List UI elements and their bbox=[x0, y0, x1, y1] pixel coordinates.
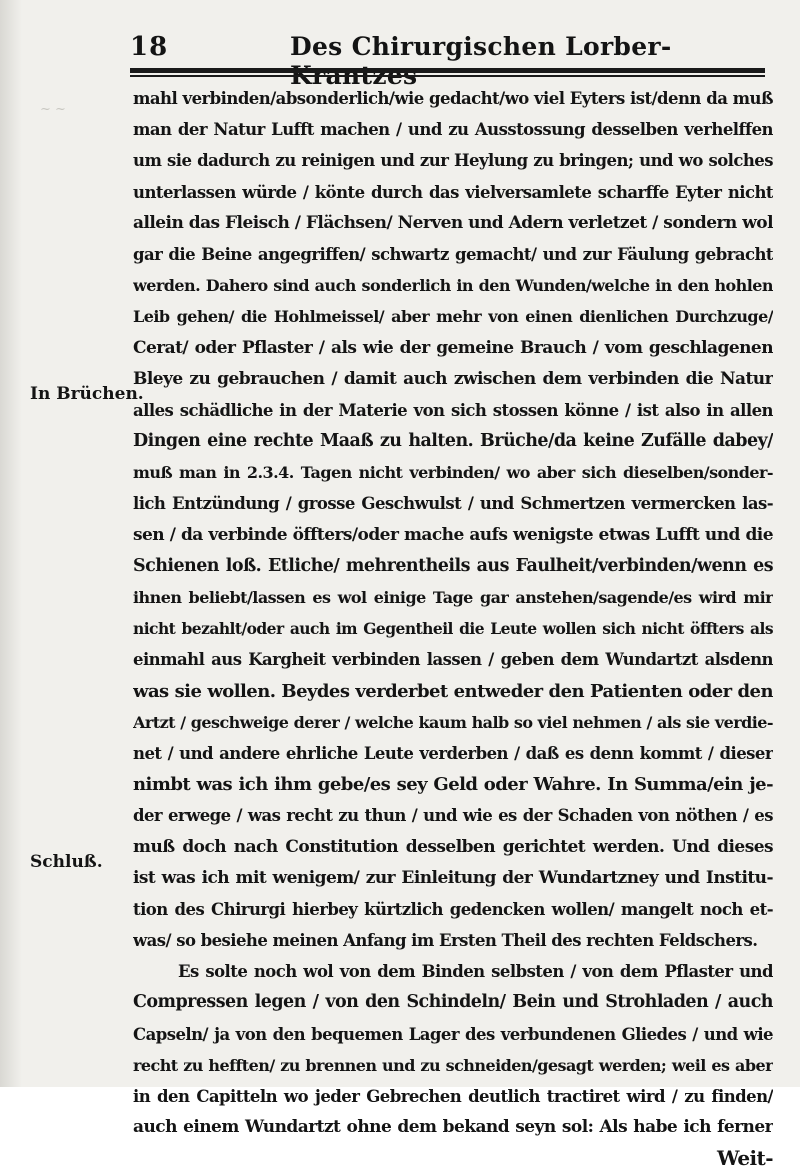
text-line: Es solte noch wol von dem Binden selbsten / von dem Pflaster und bbox=[178, 962, 773, 982]
text-line: lich Entzündung / grosse Geschwulst / und Schmertzen vermercken las- bbox=[133, 494, 773, 514]
text-line: Artzt / geschweige derer / welche kaum halb so viel nehmen / als sie verdie- bbox=[133, 712, 773, 732]
text-line: nimbt was ich ihm gebe/es sey Geld oder Wahre. In Summa/ein je- bbox=[133, 774, 773, 796]
text-line: nicht bezahlt/oder auch im Gegentheil die Leute wollen sich nicht öffters als bbox=[133, 619, 773, 639]
text-line: ihnen beliebt/lassen es wol einige Tage gar anstehen/sagende/es wird mir bbox=[133, 588, 773, 607]
text-line: Dingen eine rechte Maaß zu halten. Brüche/da keine Zufälle dabey/ bbox=[133, 431, 773, 452]
text-line: Cerat/ oder Pflaster / als wie der gemeine Brauch / vom geschlagenen bbox=[133, 337, 773, 358]
page-number: 18 bbox=[130, 32, 169, 62]
text-line: net / und andere ehrliche Leute verderben / daß es denn kommt / dieser bbox=[133, 743, 773, 763]
text-line: in den Capitteln wo jeder Gebrechen deutlich tractiret wird / zu finden/ bbox=[133, 1087, 773, 1106]
bleed-through-text: ~ ~ bbox=[40, 102, 66, 117]
text-line: Bleye zu gebrauchen / damit auch zwischen dem verbinden die Natur bbox=[133, 368, 773, 389]
text-line: der erwege / was recht zu thun / und wie es der Schaden von nöthen / es bbox=[133, 806, 773, 826]
text-line: ist was ich mit wenigem/ zur Einleitung der Wundartzney und Institu- bbox=[133, 867, 773, 888]
text-line: Schienen loß. Etliche/ mehrentheils aus Faulheit/verbinden/wenn es bbox=[133, 555, 773, 576]
margin-note-fractures: In Brüchen. bbox=[30, 384, 144, 404]
page-gutter-shadow bbox=[0, 0, 22, 1087]
text-line: auch einem Wundartzt ohne dem bekand seyn sol: Als habe ich ferner bbox=[133, 1117, 773, 1138]
text-line: Capseln/ ja von den bequemen Lager des verbundenen Gliedes / und wie bbox=[133, 1024, 773, 1044]
running-title: Des Chirurgischen Lorber- bbox=[290, 32, 672, 61]
text-line: allein das Fleisch / Flächsen/ Nerven und Adern verletzet / sondern wol bbox=[133, 212, 773, 233]
text-line: gar die Beine angegriffen/ schwartz gemacht/ und zur Fäulung gebracht bbox=[133, 244, 773, 264]
text-line: mahl verbinden/absonderlich/wie gedacht/wo viel Eyters ist/denn da muß bbox=[133, 89, 773, 108]
text-line: man der Natur Lufft machen / und zu Ausstossung desselben verhelffen bbox=[133, 120, 773, 140]
text-line: Leib gehen/ die Hohlmeissel/ aber mehr von einen dienlichen Durchzuge/ bbox=[133, 307, 773, 327]
body-text bbox=[133, 83, 773, 1175]
margin-note-conclusion: Schluß. bbox=[30, 852, 103, 872]
text-line: muß doch nach Constitution desselben gerichtet werden. Und dieses bbox=[133, 836, 773, 857]
text-line: werden. Dahero sind auch sonderlich in den Wunden/welche in den hohlen bbox=[133, 276, 773, 296]
header-rule bbox=[130, 68, 765, 73]
text-line: was/ so besiehe meinen Anfang im Ersten Theil des rechten Feldschers. bbox=[133, 931, 758, 951]
text-line: unterlassen würde / könte durch das vielversamlete scharffe Eyter nicht bbox=[133, 182, 773, 202]
page-header bbox=[130, 30, 770, 64]
text-line: was sie wollen. Beydes verderbet entweder den Patienten oder den bbox=[133, 680, 773, 702]
text-line: muß man in 2.3.4. Tagen nicht verbinden/ wo aber sich dieselben/sonder- bbox=[133, 463, 773, 483]
text-line: tion des Chirurgi hierbey kürtzlich gedencken wollen/ mangelt noch et- bbox=[133, 899, 773, 919]
text-line: recht zu hefften/ zu brennen und zu schneiden/gesagt werden; weil es aber bbox=[133, 1055, 773, 1075]
text-line: Compressen legen / von den Schindeln/ Bein und Strohladen / auch bbox=[133, 992, 773, 1013]
text-line: einmahl aus Kargheit verbinden lassen / geben dem Wundartzt alsdenn bbox=[133, 650, 773, 670]
text-line: um sie dadurch zu reinigen und zur Heylung zu bringen; und wo solches bbox=[133, 151, 773, 171]
header-rule-thin bbox=[130, 75, 765, 77]
text-line: alles schädliche in der Materie von sich stossen könne / ist also in allen bbox=[133, 400, 773, 420]
text-line: sen / da verbinde öffters/oder mache aufs wenigste etwas Lufft und die bbox=[133, 524, 773, 545]
catchword: Weit- bbox=[717, 1146, 773, 1171]
